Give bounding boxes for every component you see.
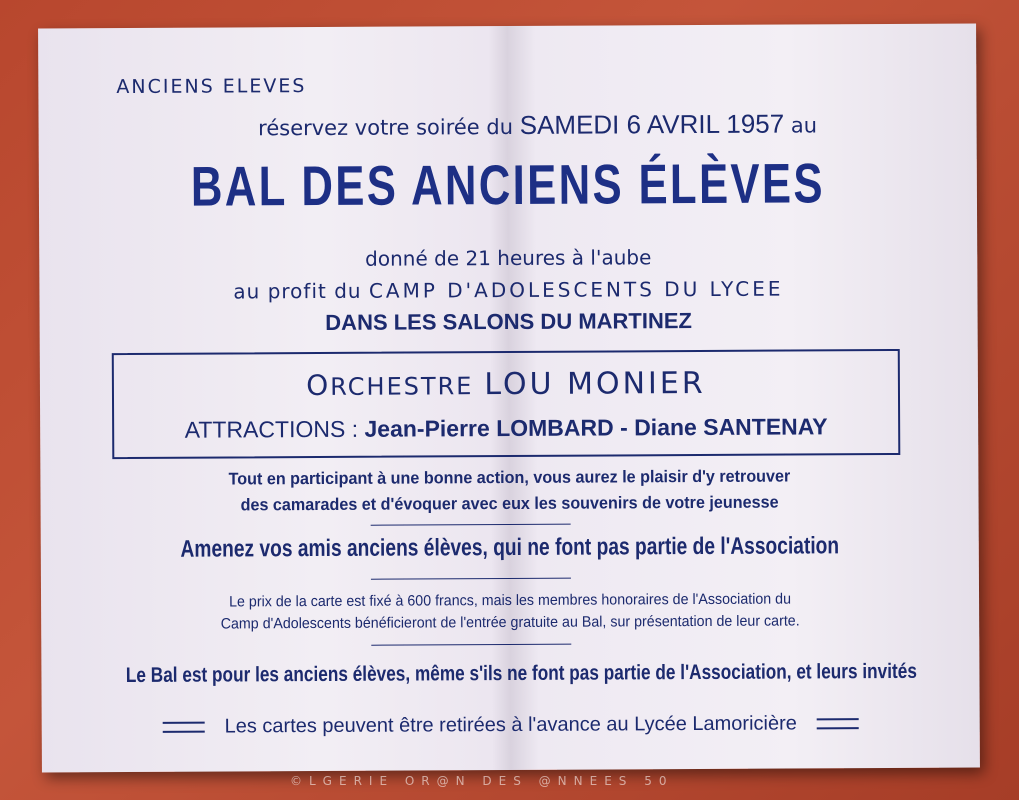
watermark: ©LGERIE OR@N DES @NNEES 50 <box>290 774 674 788</box>
event-hours: donné de 21 heures à l'aube <box>365 245 652 271</box>
performers-box <box>112 349 901 459</box>
paragraph-line-2: des camarades et d'évoquer avec eux les souvenirs de votre jeunesse <box>240 492 779 515</box>
bal-eligibility-line: Le Bal est pour les anciens élèves, même s'ils ne font pas partie de l'Association, et leurs invités <box>125 659 917 688</box>
profit-line <box>39 276 977 305</box>
price-line-1: Le prix de la carte est fixé à 600 francs, mais les membres honoraires de l'Association du <box>229 590 792 611</box>
artist-separator: - <box>620 414 628 441</box>
divider <box>371 524 571 526</box>
orchestra-name: LOU MONIER <box>484 365 706 403</box>
event-date: SAMEDI 6 AVRIL 1957 <box>519 108 785 140</box>
double-dash-right <box>816 718 858 729</box>
divider <box>371 644 571 646</box>
divider <box>371 578 571 580</box>
orchestra-line <box>114 365 898 404</box>
amenez-line: Amenez vos amis anciens élèves, qui ne font pas partie de l'Association <box>180 532 840 563</box>
artist1-first: Jean-Pierre <box>364 415 490 442</box>
artist2-last: SANTENAY <box>703 413 828 440</box>
price-line-2: Camp d'Adolescents bénéficieront de l'entrée gratuite au Bal, sur présentation de leur carte. <box>220 612 800 633</box>
double-dash-left <box>163 722 205 733</box>
reservez-pre: réservez votre soirée du <box>258 114 514 141</box>
tickets-line <box>42 712 980 740</box>
flyer-paper <box>38 24 980 773</box>
artist1-last: LOMBARD <box>496 414 614 442</box>
attractions-label: ATTRACTIONS : <box>184 415 359 443</box>
paragraph-line-1: Tout en participant à une bonne action, vous aurez le plaisir d'y retrouver <box>228 466 791 489</box>
reservez-line <box>68 107 1006 143</box>
header-anciens-eleves: ANCIENS ELEVES <box>116 75 307 99</box>
profit-pre: au profit du <box>233 278 362 304</box>
artist2-first: Diane <box>634 414 697 441</box>
reservez-post: au <box>790 113 818 138</box>
event-title: BAL DES ANCIENS ÉLÈVES <box>190 151 826 218</box>
event-venue: DANS LES SALONS DU MARTINEZ <box>325 308 693 335</box>
orchestra-prefix-rest: RCHESTRE <box>330 372 474 401</box>
profit-beneficiary: CAMP D'ADOLESCENTS DU LYCEE <box>368 276 784 303</box>
attractions-line <box>114 413 898 444</box>
orchestra-prefix-cap: O <box>306 368 331 403</box>
tickets-text: Les cartes peuvent être retirées à l'avance au Lycée Lamoricière <box>224 712 797 738</box>
